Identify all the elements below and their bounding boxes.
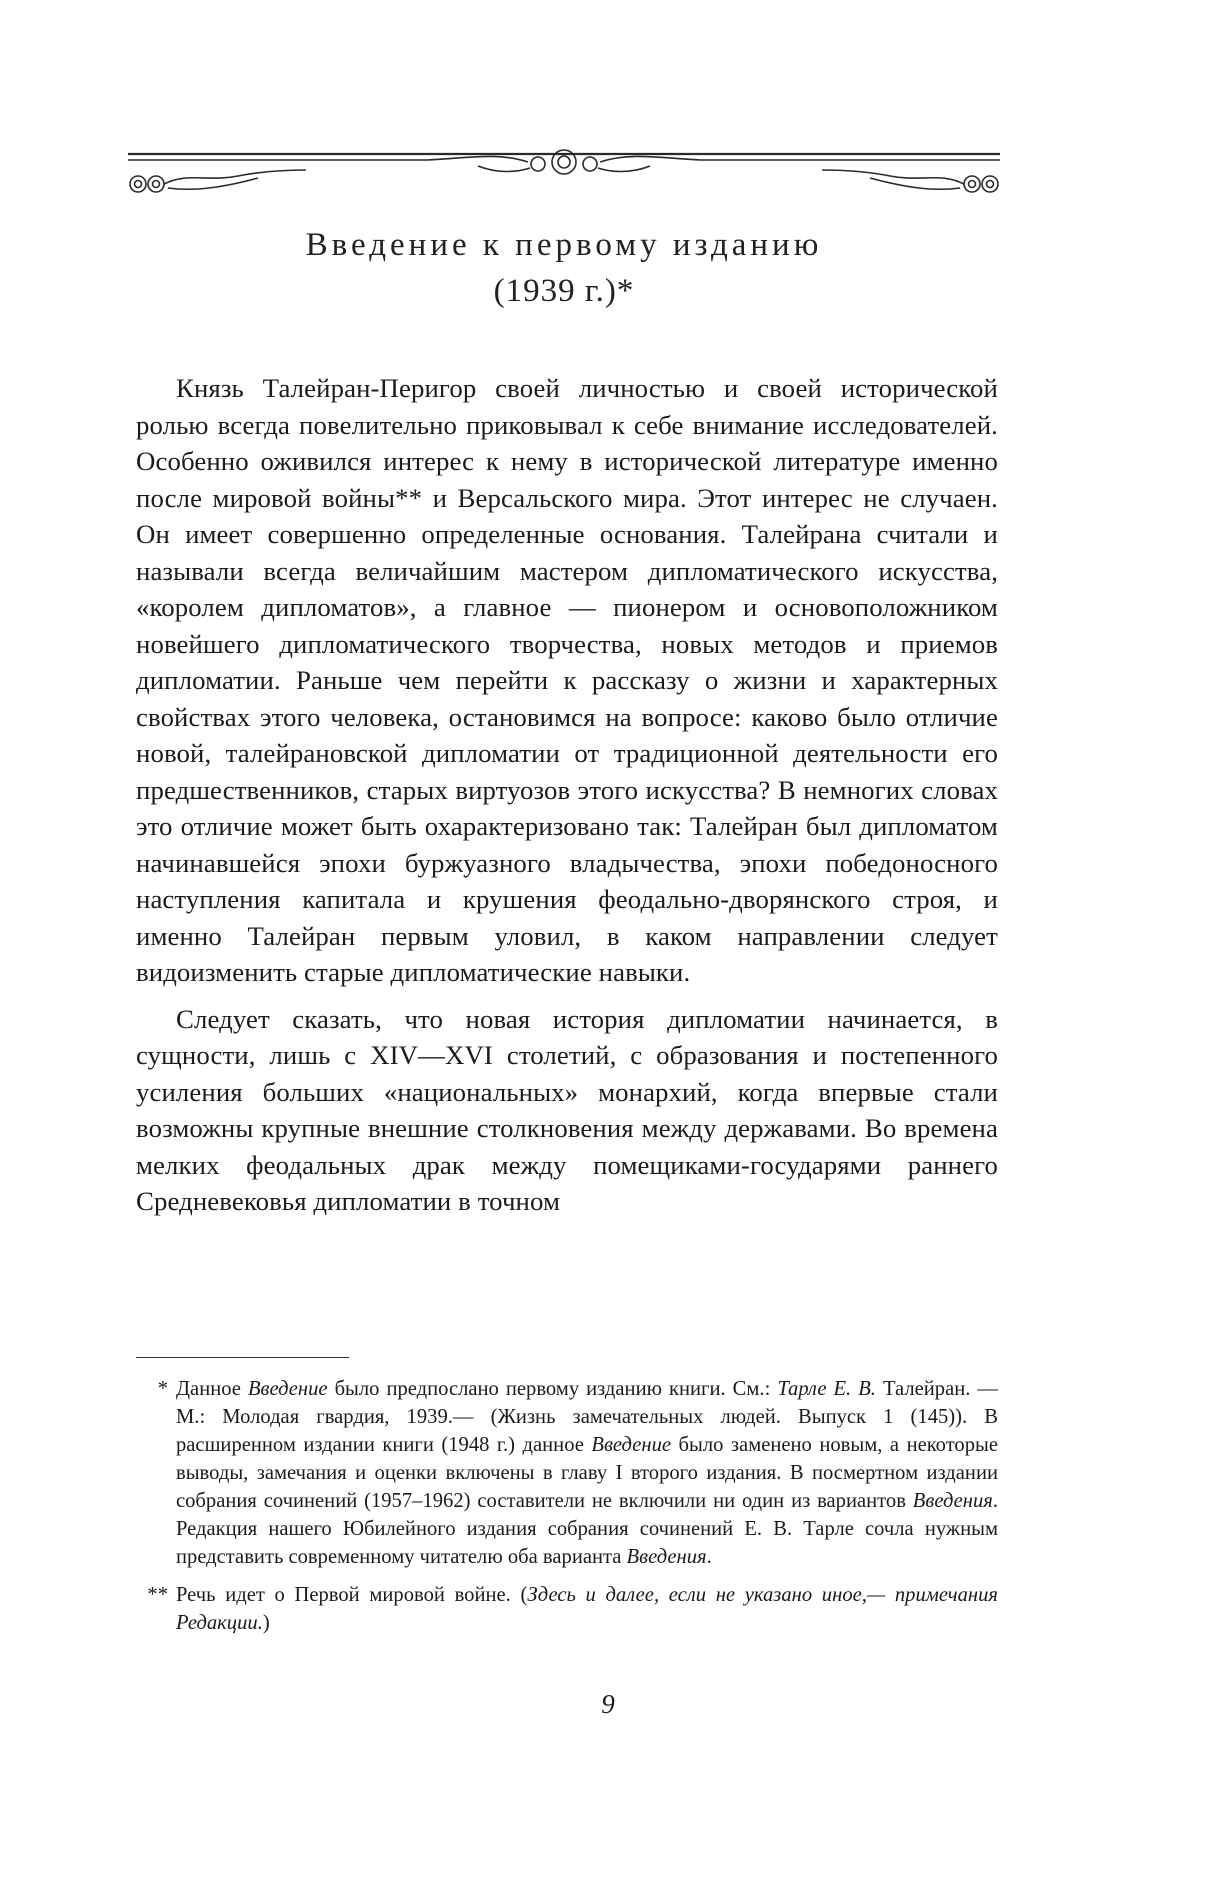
footnote-run: было предпослано первому изданию книги. См.: [327, 1378, 778, 1400]
footnote-1-text [176, 1378, 998, 1568]
footnote-2-mark: ** [147, 1584, 168, 1606]
chapter-title-line1: Введение к первому изданию [305, 227, 823, 263]
footnote-run: было заменено новым, а некоторые выводы, замечания и оценки включены в главу I второго издания. В посмертном издании собрания сочинений (1957–1962) составители не включили ни один из вариантов [176, 1434, 999, 1512]
footnote-run: Введения [912, 1490, 993, 1512]
footnote-run: Введение [247, 1378, 328, 1400]
footnote-run: ) [262, 1612, 270, 1634]
footnote-run: . Редакция нашего Юбилейного издания собрания сочинений Е. В. Тарле сочла нужным представить современному читателю оба варианта [176, 1490, 998, 1568]
footnote-1-mark: * [157, 1378, 168, 1400]
paragraph-2: Следует сказать, что новая история дипломатии начинается, в сущности, лишь с XIV—XVI столетий, с образования и постепенного усиления больших «национальных» монархий, когда впервые стали возможны крупные внешние столкновения между державами. Во времена мелких феодальных драк между помещиками-государями раннего Средневековья дипломатии в точном [136, 1003, 998, 1216]
footnote-2 [136, 1581, 998, 1637]
footnote-run: . [706, 1546, 712, 1568]
header-ornament [128, 148, 1000, 204]
footnote-2-text [176, 1584, 998, 1634]
footnote-separator [136, 1357, 349, 1358]
footnote-1 [136, 1375, 998, 1571]
footnote-run: Введения [626, 1546, 707, 1568]
chapter-title [128, 222, 1000, 314]
footnote-run: Речь идет о Первой мировой войне. ( [176, 1584, 528, 1606]
footnote-run: Тарле Е. В. [777, 1378, 876, 1400]
footnote-run: Введение [591, 1434, 672, 1456]
chapter-title-line2: (1939 г.)* [493, 273, 635, 309]
footnote-run: Данное [176, 1378, 248, 1400]
paragraph-1: Князь Талейран-Перигор своей личностью и своей исторической ролью всегда повелительно приковывал к себе внимание исследователей. Особенно оживился интерес к нему в исторической литературе именно после мировой войны** и Версальского мира. Этот интерес не случаен. Он имеет совершенно определенные основания. Талейрана считали и называли всегда величайшим мастером дипломатического искусства, «королем дипломатов», а главное — пионером и основоположником новейшего дипломатического творчества, новых методов и приемов дипломатии. Раньше чем перейти к рассказу о жизни и характерных свойствах этого человека, остановимся на вопросе: каково было отличие новой, талейрановской дипломатии от традиционной деятельности его предшественников, старых виртуозов этого искусства? В немногих словах это отличие может быть охарактеризовано так: Талейран был дипломатом начинавшейся эпохи буржуазного владычества, эпохи победоносного наступления капитала и крушения феодально-дворянского строя, и именно Талейран первым уловил, в каком направлении следует видоизменить старые дипломатические навыки. [136, 373, 998, 987]
footnote-run: Талейран. — М.: Молодая гвардия, 1939.— (Жизнь замечательных людей. Выпуск 1 (145)). В расширенном издании книги (1948 г.) данное [176, 1378, 999, 1456]
footnotes [136, 1375, 998, 1647]
footnote-run: Здесь и далее, если не указано иное,— примечания Редакции. [176, 1584, 998, 1634]
body-text [136, 370, 998, 1230]
page-number: 9 [601, 1689, 615, 1719]
